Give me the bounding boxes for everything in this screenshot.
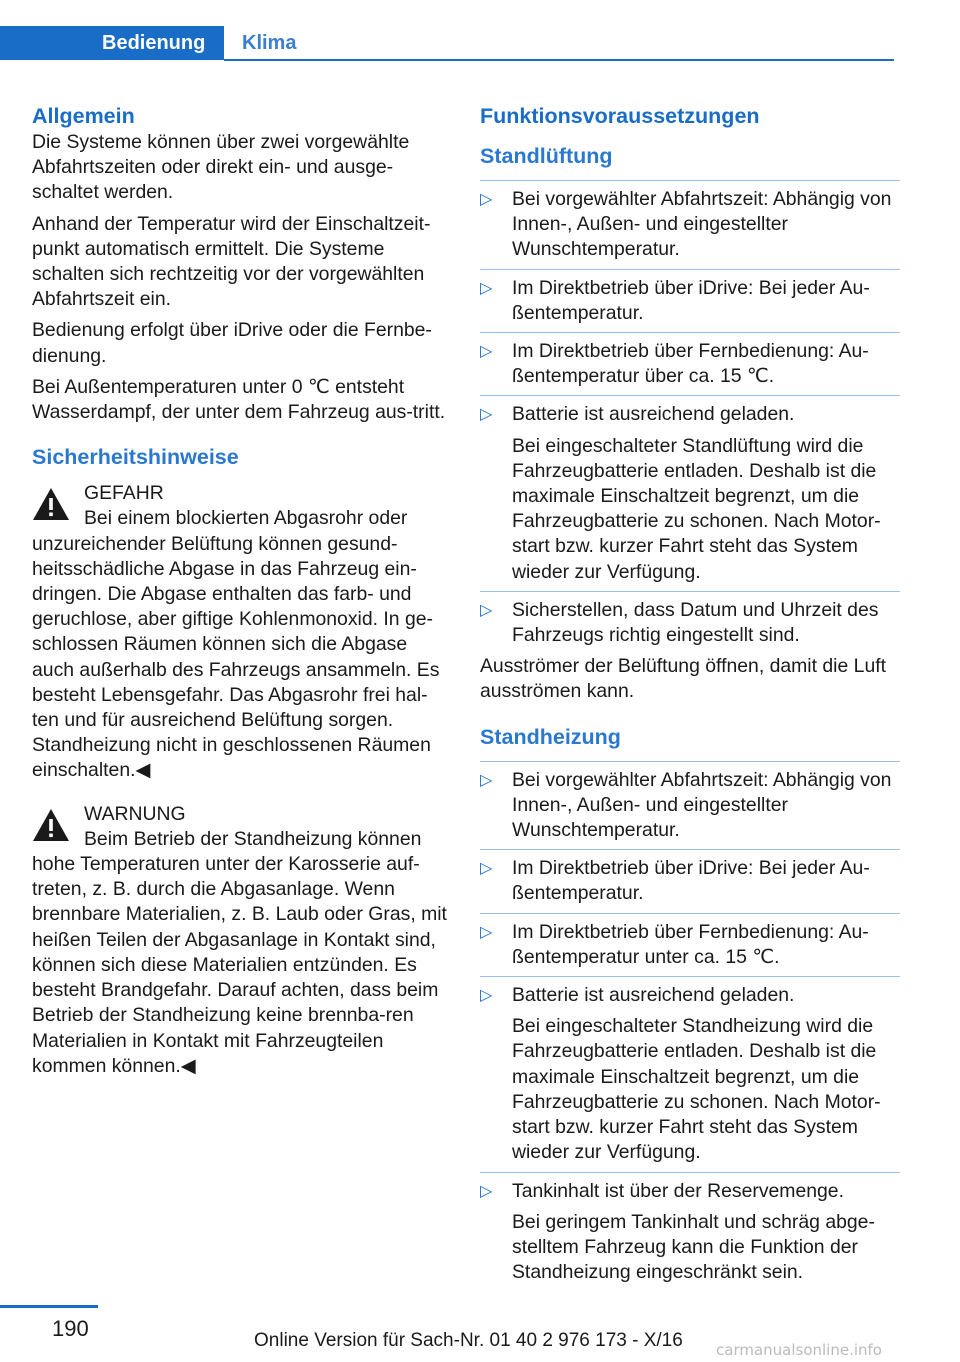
list-item-text: Im Direktbetrieb über iDrive: Bei jeder Au‐ßentemperatur. xyxy=(512,857,870,905)
list-separator xyxy=(480,761,900,762)
list-item xyxy=(480,276,900,326)
heading-standlueftung: Standlüftung xyxy=(480,144,613,168)
list-item xyxy=(480,856,900,906)
list-item-text: Im Direktbetrieb über iDrive: Bei jeder Au‐ßentemperatur. xyxy=(512,276,870,324)
heading-standheizung: Standheizung xyxy=(480,724,621,749)
list-separator xyxy=(480,591,900,592)
list-item-text: Bei vorgewählter Abfahrtszeit: Abhängig von Innen-, Außen- und eingestellter Wunschtemperatur. xyxy=(512,188,892,261)
warning-gefahr xyxy=(32,481,452,783)
chapter-tabs xyxy=(0,26,314,60)
warning-triangle-icon xyxy=(32,808,70,842)
warning-body: hohe Temperaturen unter der Karosserie auf‐treten, z. B. durch die Abgasanlage. Wenn brennbare Materialien, z. B. Laub oder Gras, mit heißen Teilen der Abgasanlage in Kontakt sind, können sich diese Materialien entzünden. Es besteht Brandgefahr. Darauf achten, dass beim Betrieb der Standheizung keine brennba‐ren Materialien in Kontakt mit Fahrzeugteilen kommen können.◀ xyxy=(32,853,447,1077)
footer-rule xyxy=(0,1305,98,1308)
online-version-note: Online Version für Sach-Nr. 01 40 2 976 173 - X/16 xyxy=(254,1330,683,1351)
warning-first-line: Beim Betrieb der Standheizung können xyxy=(84,827,422,850)
heading-sicherheitshinweise: Sicherheitshinweise xyxy=(32,445,239,470)
triangle-bullet-icon xyxy=(480,598,492,623)
header-rule xyxy=(224,59,894,61)
triangle-bullet-icon xyxy=(480,402,492,427)
warning-first-line: Bei einem blockierten Abgasrohr oder xyxy=(84,507,408,530)
warning-warnung xyxy=(32,802,452,1079)
list-item xyxy=(480,402,900,584)
watermark: carmanualsonline.info xyxy=(716,1341,882,1359)
list-item-text: Sicherstellen, dass Datum und Uhrzeit des Fahrzeugs richtig eingestellt sind. xyxy=(512,598,879,647)
list-separator xyxy=(480,976,900,977)
triangle-bullet-icon xyxy=(480,339,492,364)
right-column xyxy=(480,102,900,1291)
list-separator xyxy=(480,180,900,181)
warning-title: GEFAHR xyxy=(84,482,164,505)
list-item-text: Batterie ist ausreichend geladen. xyxy=(512,403,795,426)
triangle-bullet-icon xyxy=(480,768,492,793)
list-item xyxy=(480,187,900,263)
heading-funktionsvoraussetzungen: Funktionsvoraussetzungen xyxy=(480,104,760,128)
triangle-bullet-icon xyxy=(480,920,492,945)
requirements-list-standlueftung xyxy=(480,187,900,648)
triangle-bullet-icon xyxy=(480,1179,492,1204)
list-item xyxy=(480,983,900,1165)
list-item xyxy=(480,339,900,389)
warning-body: unzureichender Belüftung können gesund‐heitsschädliche Abgase in das Fahrzeug ein‐dringen. Die Abgase enthalten das farb- und geruchlose, aber giftige Kohlenmonoxid. In ge‐schlossen Räumen können sich die Abgase auch außerhalb des Fahrzeugs ansammeln. Es besteht Lebensgefahr. Das Abgasrohr frei hal‐ten und für ausreichend Belüftung sorgen. Standheizung nicht in geschlossenen Räumen einschalten.◀ xyxy=(32,532,440,782)
page-number: 190 xyxy=(52,1316,89,1341)
list-separator xyxy=(480,1172,900,1173)
list-item-note: Bei geringem Tankinhalt und schräg abge‐stelltem Fahrzeug kann die Funktion der Standheizung eingeschränkt sein. xyxy=(512,1210,875,1284)
tab-klima[interactable]: Klima xyxy=(224,26,314,60)
list-item-note: Bei eingeschalteter Standlüftung wird die Fahrzeugbatterie entladen. Deshalb ist die maximale Einschaltzeit begrenzt, um die Fahrzeugbatterie zu schonen. Nach Motor‐start bzw. kurzer Fahrt steht das System wieder zur Verfügung. xyxy=(512,434,881,583)
paragraph: Bei Außentemperaturen unter 0 ℃ entsteht Wasserdampf, der unter dem Fahrzeug aus‐tritt. xyxy=(32,375,446,424)
paragraph: Bedienung erfolgt über iDrive oder die Fernbe‐dienung. xyxy=(32,319,432,367)
list-separator xyxy=(480,269,900,270)
warning-triangle-icon xyxy=(32,487,70,521)
paragraph: Anhand der Temperatur wird der Einschaltzeit‐punkt automatisch ermittelt. Die Systeme schalten sich rechtzeitig vor der vorgewählten Abfahrtszeit ein. xyxy=(32,212,431,311)
triangle-bullet-icon xyxy=(480,187,492,212)
list-item xyxy=(480,1179,900,1286)
tab-bedienung[interactable]: Bedienung xyxy=(0,26,224,60)
list-item-text: Tankinhalt ist über der Reservemenge. xyxy=(512,1179,844,1202)
list-item-text: Im Direktbetrieb über Fernbedienung: Au‐ßentemperatur unter ca. 15 ℃. xyxy=(512,920,869,968)
paragraph: Ausströmer der Belüftung öffnen, damit die Luft ausströmen kann. xyxy=(480,655,887,703)
list-item-text: Bei vorgewählter Abfahrtszeit: Abhängig von Innen-, Außen- und eingestellter Wunschtemperatur. xyxy=(512,768,892,842)
triangle-bullet-icon xyxy=(480,276,492,301)
list-item xyxy=(480,920,900,970)
heading-allgemein: Allgemein xyxy=(32,104,135,128)
list-item-text: Batterie ist ausreichend geladen. xyxy=(512,984,795,1007)
paragraph: Die Systeme können über zwei vorgewählte Abfahrtszeiten oder direkt ein- und ausge‐schaltet werden. xyxy=(32,131,410,204)
list-item-note: Bei eingeschalteter Standheizung wird die Fahrzeugbatterie entladen. Deshalb ist die maximale Einschaltzeit begrenzt, um die Fahrzeugbatterie zu schonen. Nach Motor‐start bzw. kurzer Fahrt steht das System wieder zur Verfügung. xyxy=(512,1015,881,1164)
warning-title: WARNUNG xyxy=(84,802,186,825)
list-item xyxy=(480,598,900,648)
triangle-bullet-icon xyxy=(480,983,492,1008)
list-separator xyxy=(480,913,900,914)
list-item xyxy=(480,768,900,844)
triangle-bullet-icon xyxy=(480,856,492,881)
requirements-list-standheizung xyxy=(480,768,900,1286)
list-separator xyxy=(480,849,900,850)
list-separator xyxy=(480,395,900,396)
list-item-text: Im Direktbetrieb über Fernbedienung: Au‐ßentemperatur über ca. 15 ℃. xyxy=(512,340,869,388)
list-separator xyxy=(480,332,900,333)
left-column xyxy=(32,102,452,1097)
